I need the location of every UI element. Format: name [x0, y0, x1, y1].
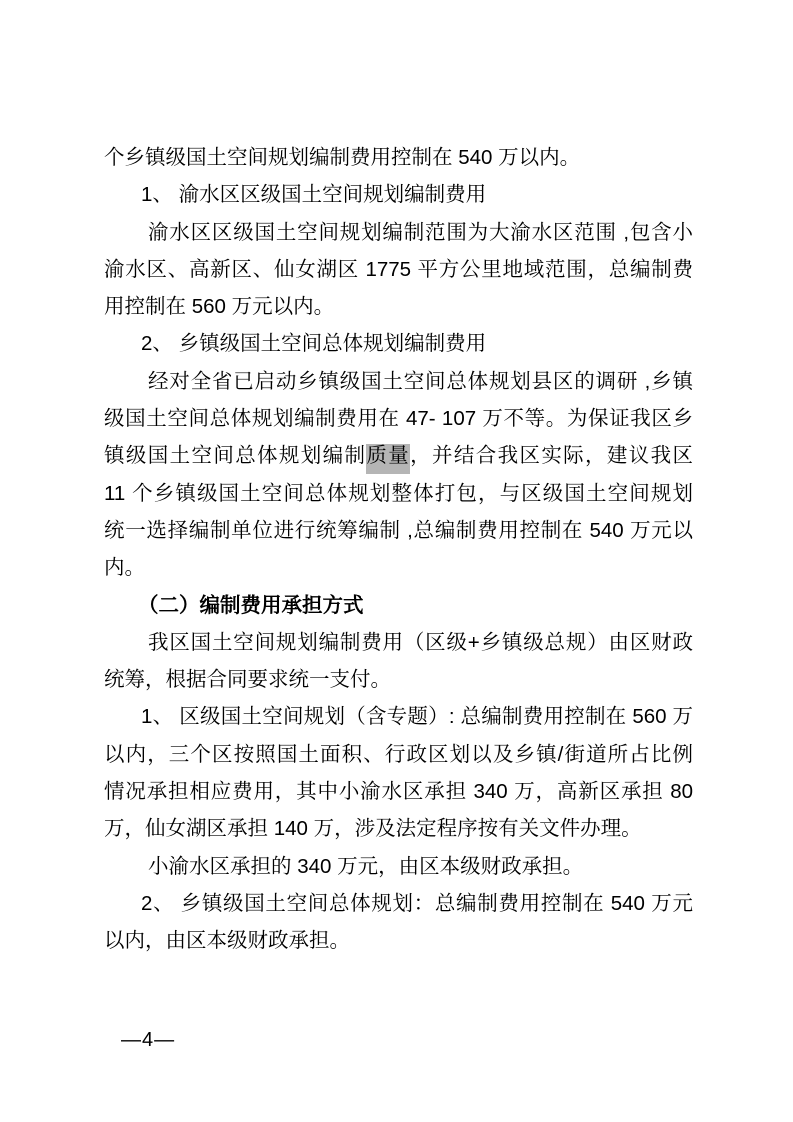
document-line: 经对全省已启动乡镇级国土空间总体规划县区的调研 ,乡镇: [148, 369, 693, 393]
document-line-text: ，并结合我区实际，建议我区: [410, 444, 693, 468]
document-line: 小渝水区承担的 340 万元，由区本级财政承担。: [148, 854, 584, 878]
document-line: 我区国土空间规划编制费用（区级+乡镇级总规）由区财政: [148, 630, 693, 654]
section-heading: （二）编制费用承担方式: [138, 593, 364, 617]
document-line: 以内，三个区按照国土面积、行政区划以及乡镇/街道所占比例: [104, 742, 693, 766]
document-line: 渝水区区级国土空间规划编制范围为大渝水区范围 ,包含小: [148, 220, 693, 244]
document-body: [104, 139, 693, 960]
document-line: [104, 437, 693, 474]
document-line: 统一选择编制单位进行统筹编制 ,总编制费用控制在 540 万元以: [104, 518, 693, 542]
document-line: 渝水区、高新区、仙女湖区 1775 平方公里地域范围，总编制费: [104, 257, 693, 281]
document-line: 个乡镇级国土空间规划编制费用控制在 540 万以内。: [104, 146, 581, 169]
document-line: 以内，由区本级财政承担。: [104, 929, 350, 953]
page-number: —4—: [121, 1029, 176, 1051]
document-line-numbered-heading: 1、 区级国土空间规划（含专题）: 总编制费用控制在 560 万: [141, 705, 693, 729]
highlighted-text: 质量: [366, 444, 411, 468]
document-line: 万，仙女湖区承担 140 万，涉及法定程序按有关文件办理。: [104, 817, 642, 841]
document-line: 11 个乡镇级国土空间总体规划整体打包，与区级国土空间规划: [104, 481, 693, 505]
document-line: 内。: [104, 556, 145, 580]
document-line-numbered-heading: 2、 乡镇级国土空间总体规划编制费用: [141, 332, 487, 356]
document-line: 统筹，根据合同要求统一支付。: [104, 668, 391, 692]
document-line-numbered-heading: 1、 渝水区区级国土空间规划编制费用: [141, 183, 487, 207]
document-line-numbered-heading: 2、 乡镇级国土空间总体规划：总编制费用控制在 540 万元: [141, 891, 693, 915]
document-line: 用控制在 560 万元以内。: [104, 295, 335, 319]
document-line: 级国土空间总体规划编制费用在 47- 107 万不等。为保证我区乡: [104, 407, 693, 431]
document-line-text: 镇级国土空间总体规划编制: [104, 444, 367, 468]
document-line: 情况承担相应费用，其中小渝水区承担 340 万，高新区承担 80: [104, 780, 693, 804]
